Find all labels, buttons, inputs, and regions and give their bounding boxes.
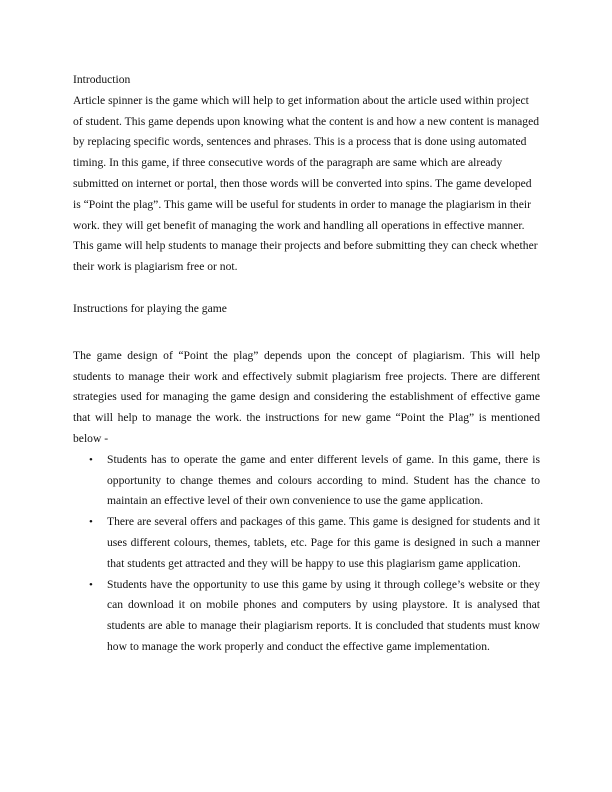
instructions-heading: Instructions for playing the game (73, 301, 227, 315)
bullet-item (73, 450, 540, 512)
intro-paragraph: Article spinner is the game which will help to get information about the article used within project of student. This game depends upon knowing what the content is and how a new content is managed by replacing specific words, sentences and phrases. This is a process that is done using automated timing. In this game, if three consecutive words of the paragraph are same which are already submitted on internet or portal, then those words will be converted into spins. The game developed is “Point the plag”. This game will be useful for students in order to manage the plagiarism in their work. they will get benefit of managing the work and handling all operations in effective manner. This game will help students to manage their projects and before submitting they can check whether their work is plagiarism free or not. (73, 93, 540, 274)
bullet-item (73, 575, 540, 658)
spacer (73, 320, 540, 346)
bullet-item (73, 512, 540, 574)
spacer (73, 278, 540, 299)
document-page (73, 70, 540, 658)
instructions-paragraph: The game design of “Point the plag” depends upon the concept of plagiarism. This will help students to manage their work and effectively submit plagiarism free projects. There are different strategies used for managing the game design and considering the establishment of effective game that will help to manage the work. the instructions for new game “Point the Plag” is mentioned below - (73, 348, 540, 445)
bullet-text: Students has to operate the game and enter different levels of game. In this game, there is opportunity to change themes and colours according to mind. Student has the chance to maintain an effective level of their own convenience to use the game application. (107, 452, 540, 508)
bullet-icon: • (89, 453, 93, 466)
instructions-bullet-list (73, 450, 540, 658)
bullet-icon: • (89, 578, 93, 591)
intro-heading: Introduction (73, 73, 131, 86)
bullet-text: Students have the opportunity to use this game by using it through college’s website or they can download it on mobile phones and computers by using playstore. It is analysed that students are able to manage their plagiarism reports. It is concluded that students must know how to manage the work properly and conduct the effective game implementation. (107, 577, 540, 653)
bullet-icon: • (89, 516, 93, 529)
bullet-text: There are several offers and packages of this game. This game is designed for students and it uses different colours, themes, tablets, etc. Page for this game is designed in such a manner that students get attracted and they will be happy to use this plagiarism game application. (107, 515, 540, 570)
